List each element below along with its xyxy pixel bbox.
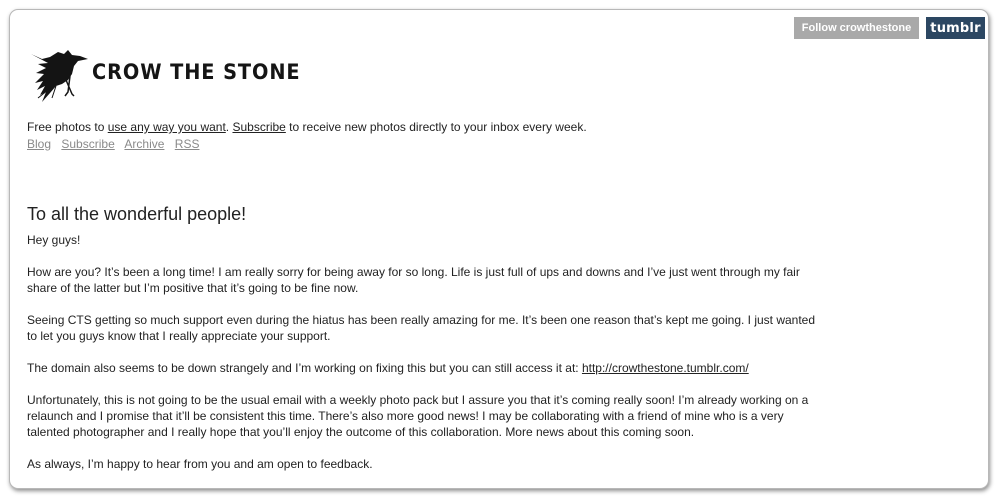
crow-icon [28,46,92,104]
intro-prefix: Free photos to [27,120,108,134]
logo-text: CROW THE STONE [92,60,301,84]
post-paragraph-3-text: The domain also seems to be down strangely and I’m working on fixing this but you can still access it at: [27,361,582,375]
post-paragraph-4: Unfortunately, this is not going to be the usual email with a weekly photo pack but I assure you that it’s coming really soon! I’m already working on a relaunch and I promise that it’ll be consistent this time. There’s also more good news! I may be collaborating with a friend of mine who is a very talented photographer and I really hope that you’ll enjoy the outcome of this collaboration. More news about this coming soon. [27,393,809,439]
intro-middle: . [225,120,233,134]
intro-text [27,120,587,134]
page-frame [9,9,989,489]
nav-archive-link[interactable]: Archive [124,137,165,151]
nav-subscribe-link[interactable]: Subscribe [61,137,115,151]
follow-button[interactable]: Follow crowthestone [794,17,919,39]
post-paragraph-2: Seeing CTS getting so much support even during the hiatus has been really amazing for me. It’s been one reason that’s kept me going. I just wanted to let you guys know that I really appreciate your support. [27,313,816,343]
nav-blog-link[interactable]: Blog [27,137,52,151]
use-any-way-link[interactable]: use any way you want [107,120,226,134]
subscribe-link[interactable]: Subscribe [232,120,286,134]
nav-links [27,137,206,151]
post-body [27,232,827,488]
tumblr-button[interactable]: tumblr [926,17,985,39]
post-paragraph-5: As always, I’m happy to hear from you and am open to feedback. [27,457,373,471]
tumblr-url-link[interactable]: http://crowthestone.tumblr.com/ [581,361,749,375]
nav-rss-link[interactable]: RSS [174,137,200,151]
post-title: To all the wonderful people! [27,204,247,224]
post-paragraph-3 [27,360,827,376]
intro-suffix: to receive new photos directly to your inbox every week. [285,120,587,134]
site-logo[interactable] [28,46,301,104]
post-paragraph-1: How are you? It’s been a long time! I am really sorry for being away for so long. Life is just full of ups and downs and I’ve just went through my fair share of the latter but I’m positive that it’s going to be fine now. [27,265,800,295]
post-greeting: Hey guys! [27,233,81,247]
